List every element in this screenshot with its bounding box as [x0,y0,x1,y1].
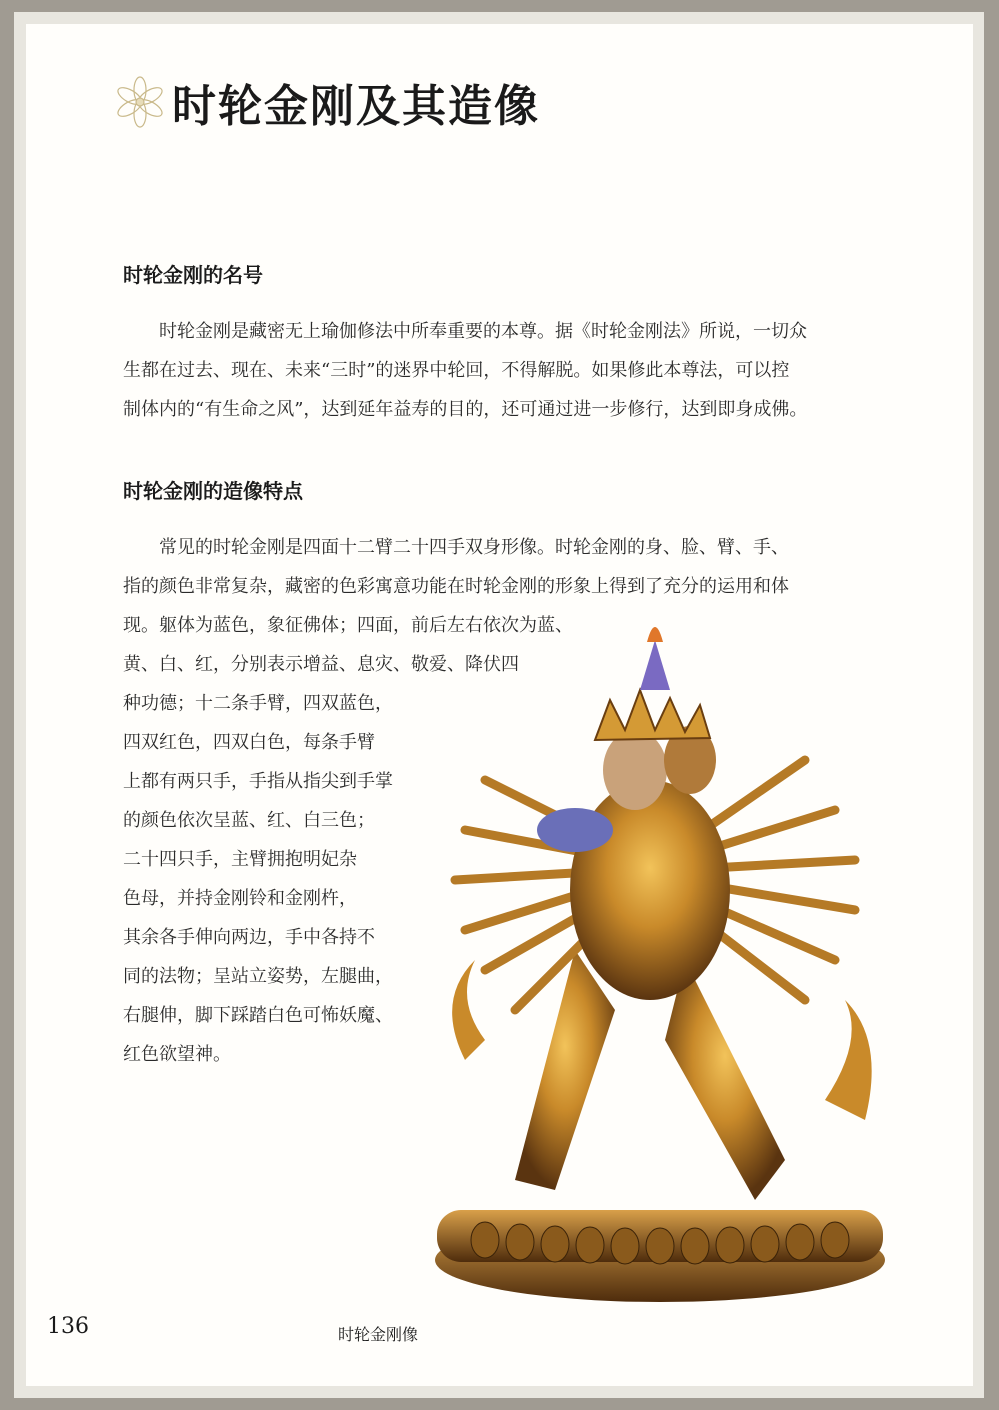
paragraph-line: 常见的时轮金刚是四面十二臂二十四手双身形像。时轮金刚的身、脸、臂、手、 [123,537,789,558]
paragraph-line: 四双红色，四双白色，每条手臂 [123,732,375,753]
paragraph-line: 的颜色依次呈蓝、红、白三色； [123,810,375,831]
paragraph-line: 其余各手伸向两边，手中各持不 [123,927,375,948]
paragraph-line: 生都在过去、现在、未来“三时”的迷界中轮回，不得解脱。如果修此本尊法，可以控 [123,360,790,381]
paragraph-line: 种功德；十二条手臂，四双蓝色， [123,693,393,714]
paragraph-line: 右腿伸，脚下踩踏白色可怖妖魔、 [123,1005,393,1026]
figure-caption: 时轮金刚像 [338,1325,419,1344]
paragraph-line: 上都有两只手，手指从指尖到手掌 [123,771,393,792]
paragraph-line: 现。躯体为蓝色，象征佛体；四面，前后左右依次为蓝、 [123,615,573,636]
page-number: 136 [47,1314,89,1339]
paragraph-line: 黄、白、红，分别表示增益、息灾、敬爱、降伏四 [123,654,519,675]
paragraph-line: 红色欲望神。 [123,1044,231,1065]
paragraph-line: 制体内的“有生命之风”，达到延年益寿的目的，还可通过进一步修行，达到即身成佛。 [123,399,808,420]
paragraph-line: 同的法物；呈站立姿势，左腿曲， [123,966,393,987]
paragraph-line: 时轮金刚是藏密无上瑜伽修法中所奉重要的本尊。据《时轮金刚法》所说，一切众 [123,321,807,342]
page-title: 时轮金刚及其造像 [172,81,540,132]
title-block [112,62,540,142]
lotus-flower-icon [112,74,168,130]
paragraph-line: 色母，并持金刚铃和金刚杵， [123,888,357,909]
section-heading-features: 时轮金刚的造像特点 [123,479,303,503]
section-paragraph-name [123,312,883,429]
paragraph-line: 指的颜色非常复杂，藏密的色彩寓意功能在时轮金刚的形象上得到了充分的运用和体 [123,576,789,597]
kalachakra-statue-image [425,620,895,1310]
section-heading-name: 时轮金刚的名号 [123,263,263,287]
paragraph-line: 二十四只手，主臂拥抱明妃杂 [123,849,357,870]
